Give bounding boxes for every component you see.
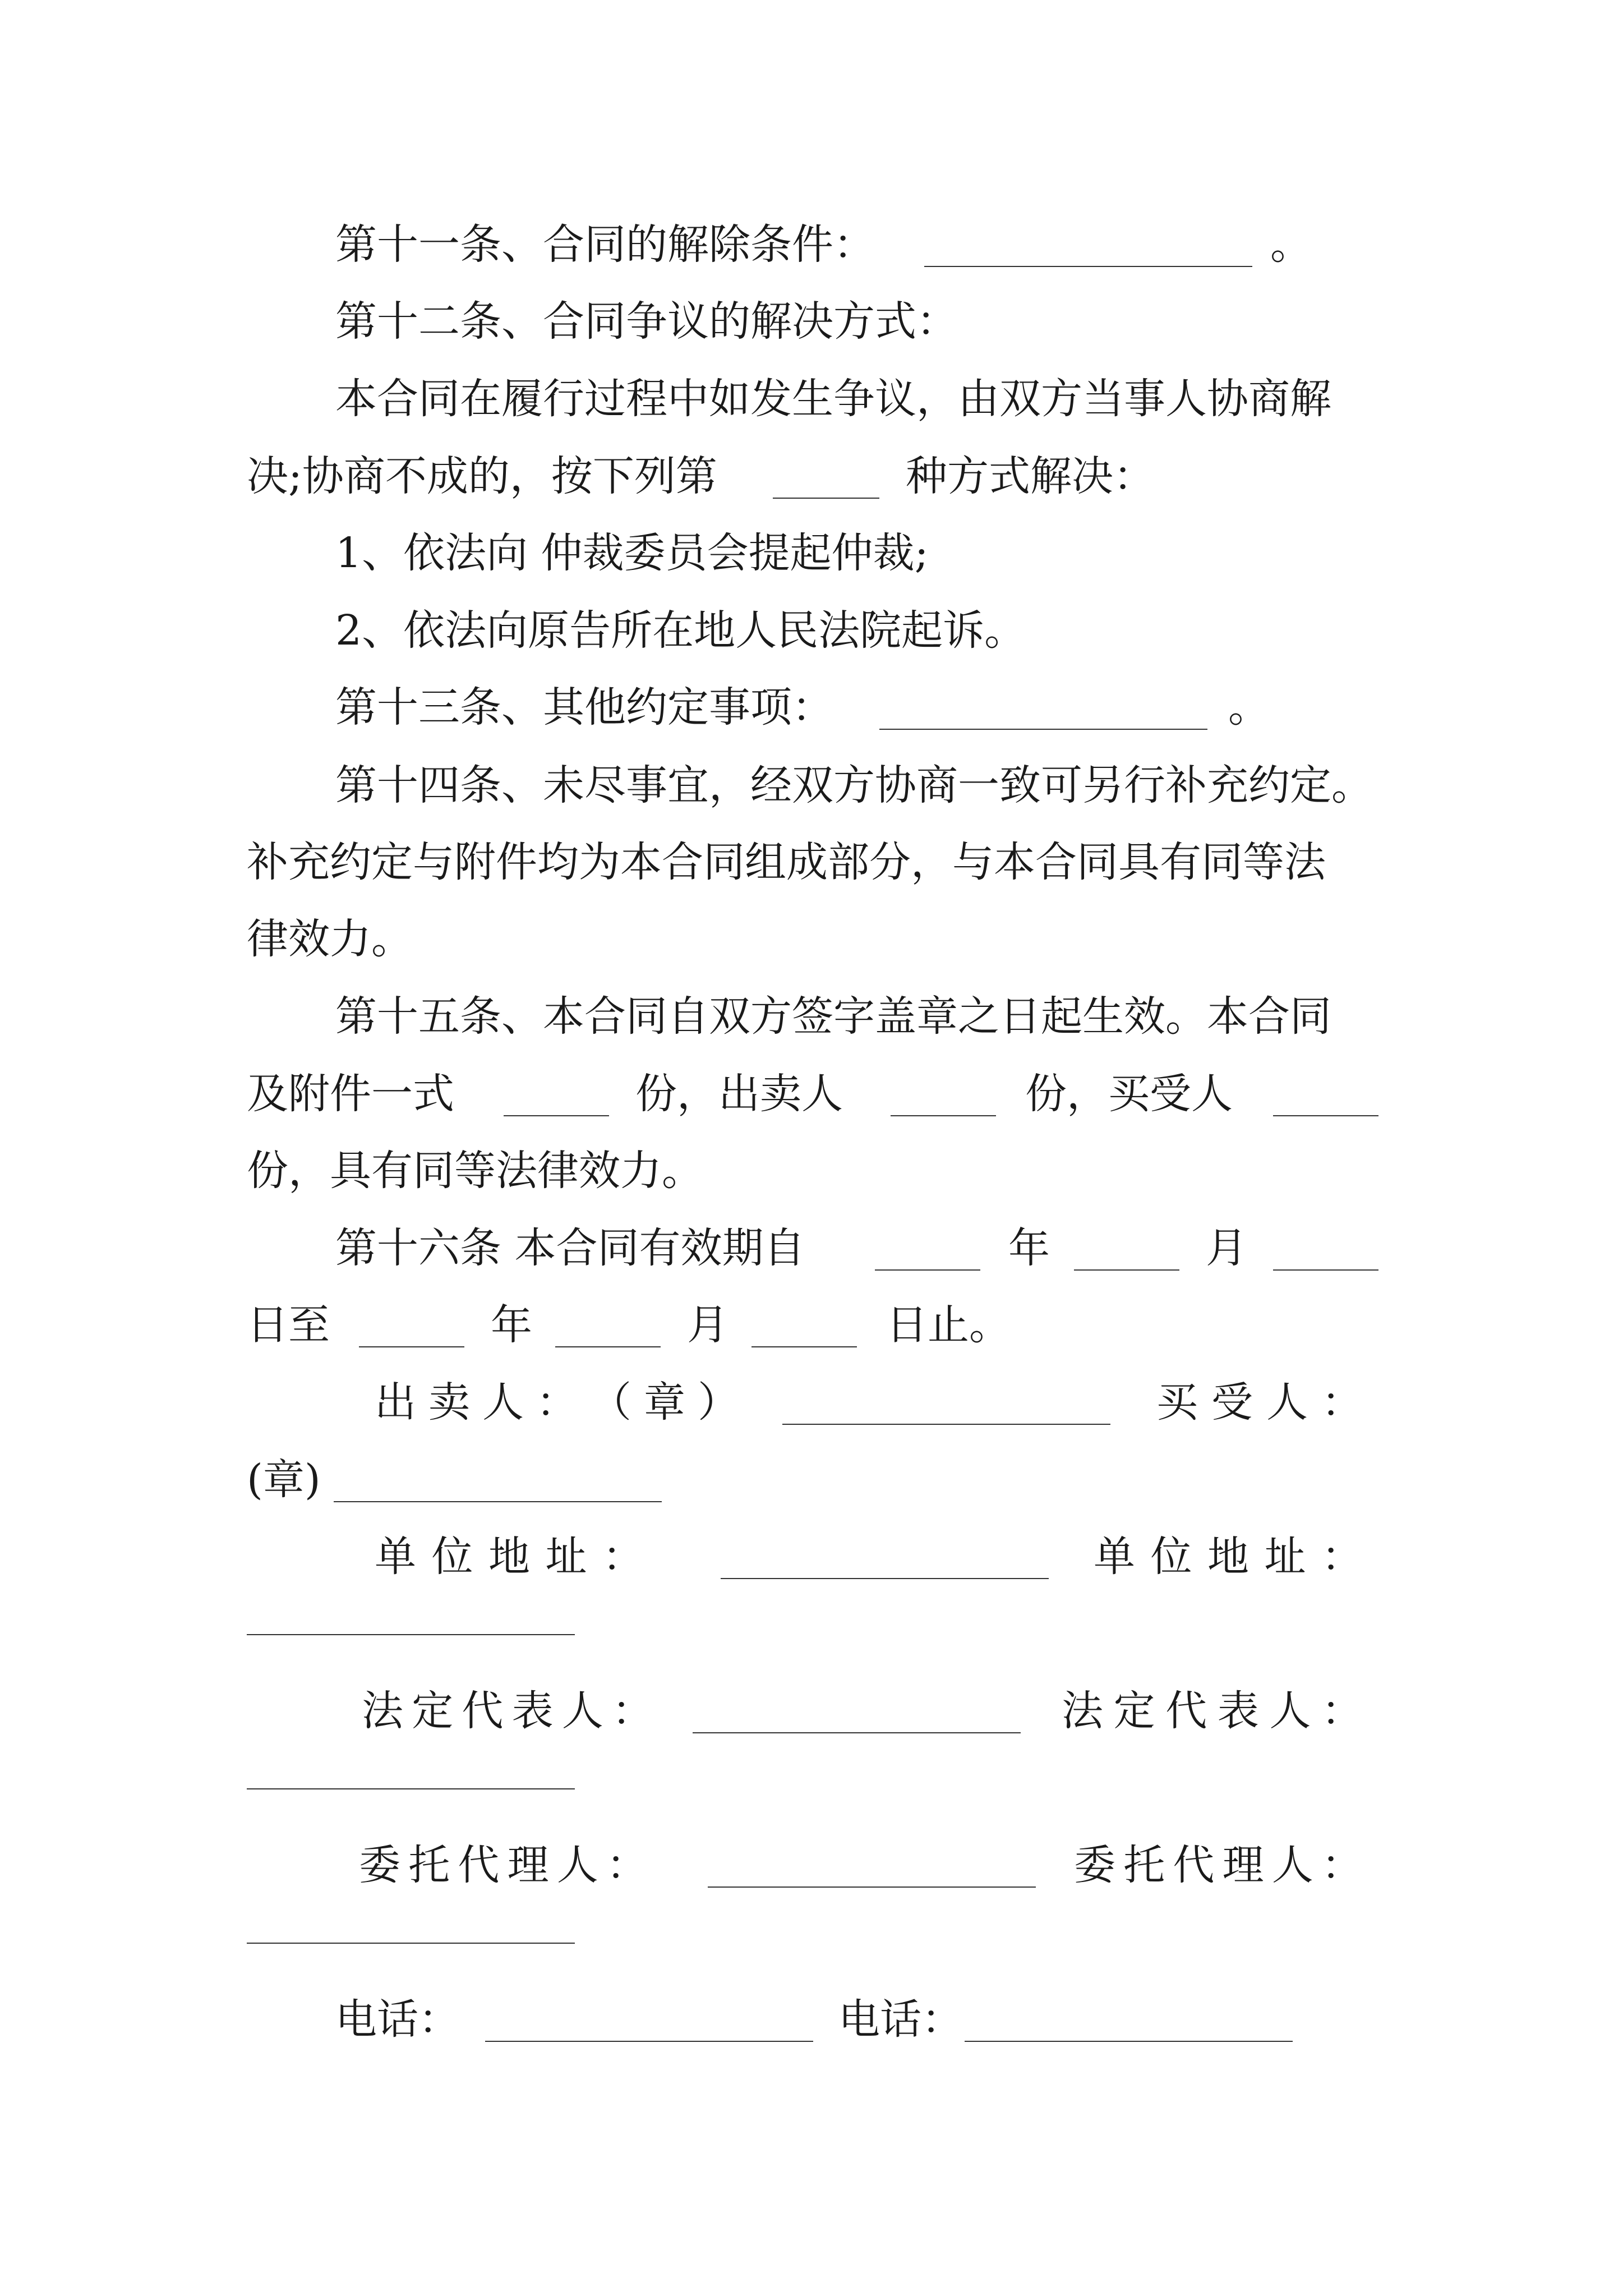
buyer-label: 买 受 人 ：: [1156, 1378, 1363, 1427]
option-2-text: 2、依法向原告所在地人民法院起诉。: [335, 606, 1026, 655]
copies-total-blank: [504, 1115, 609, 1116]
party-line: [0, 1363, 1623, 1442]
buyer-legal-rep-blank: [247, 1788, 575, 1789]
article-14-line-3: [0, 900, 1623, 978]
phone-line: [0, 1980, 1623, 2059]
seller-agent-label: 委 托 代 理 人 ：: [359, 1841, 648, 1889]
article-15-text-2a: 及附件一式: [247, 1070, 454, 1118]
article-11-end: 。: [1270, 220, 1312, 269]
article-15-text-2c: 份，买受人: [1025, 1070, 1233, 1118]
article-15-line-2: [0, 1055, 1623, 1133]
end-year-blank: [359, 1346, 464, 1347]
article-13-text: 第十三条、其他约定事项：: [335, 683, 833, 731]
article-12-text: 第十二条、合同争议的解决方式：: [335, 297, 958, 346]
article-14-line-1: [0, 746, 1623, 825]
buyer-legal-rep-blank-line: [0, 1728, 1623, 1806]
option-2-line: [0, 591, 1623, 670]
article-14-text-2: 补充约定与附件均为本合同组成部分，与本合同具有同等法: [247, 838, 1326, 886]
start-year-label: 年: [1008, 1224, 1050, 1272]
seller-legal-rep-label: 法 定 代 表 人 ：: [362, 1687, 653, 1735]
buyer-agent-blank-line: [0, 1882, 1623, 1961]
article-11-line: [0, 205, 1623, 284]
article-15-text-3: 份，具有同等法律效力。: [247, 1147, 703, 1195]
article-16-text-1: 第十六条 本合同有效期自: [335, 1224, 805, 1272]
copies-seller-blank: [891, 1115, 996, 1116]
buyer-seal-line: [0, 1441, 1623, 1519]
seller-phone-label: 电话：: [335, 1995, 460, 2044]
article-15-text-1: 第十五条、本合同自双方签字盖章之日起生效。本合同: [335, 992, 1331, 1041]
dispute-line-1: [0, 360, 1623, 438]
buyer-address-label: 单 位 地 址 ：: [1094, 1533, 1363, 1581]
article-15-line-1: [0, 977, 1623, 1056]
end-month-label: 月: [687, 1301, 728, 1349]
article-12-line: [0, 282, 1623, 361]
article-16-line-2: [0, 1286, 1623, 1364]
buyer-agent-label: 委 托 代 理 人 ：: [1074, 1841, 1363, 1889]
article-14-text-1: 第十四条、未尽事宜，经双方协商一致可另行补充约定。: [335, 761, 1373, 809]
dispute-text-1: 本合同在履行过程中如发生争议，由双方当事人协商解: [335, 375, 1331, 423]
article-15-text-2b: 份，出卖人: [635, 1070, 843, 1118]
buyer-agent-blank: [247, 1943, 575, 1944]
article-14-line-2: [0, 823, 1623, 901]
article-13-blank: [879, 729, 1207, 730]
article-11-blank: [924, 266, 1252, 267]
article-13-line: [0, 668, 1623, 747]
article-11-text: 第十一条、合同的解除条件：: [335, 220, 875, 269]
buyer-phone-label: 电话：: [838, 1995, 963, 2044]
buyer-address-blank: [247, 1634, 575, 1635]
article-16-line-1: [0, 1209, 1623, 1287]
seller-address-label: 单 位 地 址 ：: [375, 1533, 644, 1581]
end-day-blank: [751, 1346, 857, 1347]
buyer-seal: (章): [247, 1456, 321, 1504]
seller-phone-blank: [485, 2041, 813, 2042]
end-month-blank: [555, 1346, 661, 1347]
buyer-phone-blank: [965, 2041, 1293, 2042]
start-month-blank: [1074, 1269, 1179, 1271]
start-day-blank: [1273, 1269, 1378, 1271]
dispute-text-2b: 种方式解决：: [906, 452, 1155, 500]
article-15-line-3: [0, 1131, 1623, 1210]
option-1-text: 1、依法向 仲裁委员会提起仲裁;: [335, 529, 929, 577]
dispute-text-2a: 决;协商不成的，按下列第: [247, 452, 717, 500]
article-13-end: 。: [1228, 683, 1270, 731]
buyer-address-blank-line: [0, 1573, 1623, 1652]
article-14-text-3: 律效力。: [247, 915, 413, 963]
article-16-text-2: 日至: [247, 1301, 330, 1349]
start-year-blank: [875, 1269, 980, 1271]
option-1-line: [0, 514, 1623, 592]
buyer-legal-rep-label: 法 定 代 表 人 ：: [1062, 1687, 1363, 1735]
start-month-label: 月: [1206, 1224, 1247, 1272]
dispute-line-2: [0, 437, 1623, 516]
dispute-method-blank: [773, 498, 879, 499]
copies-buyer-blank: [1273, 1115, 1378, 1116]
seller-sign-blank: [782, 1424, 1110, 1425]
seller-label: 出 卖 人 ： （ 章 ）: [375, 1378, 739, 1427]
buyer-sign-blank: [334, 1501, 662, 1502]
article-16-end: 日止。: [886, 1301, 1011, 1349]
end-year-label: 年: [491, 1301, 532, 1349]
